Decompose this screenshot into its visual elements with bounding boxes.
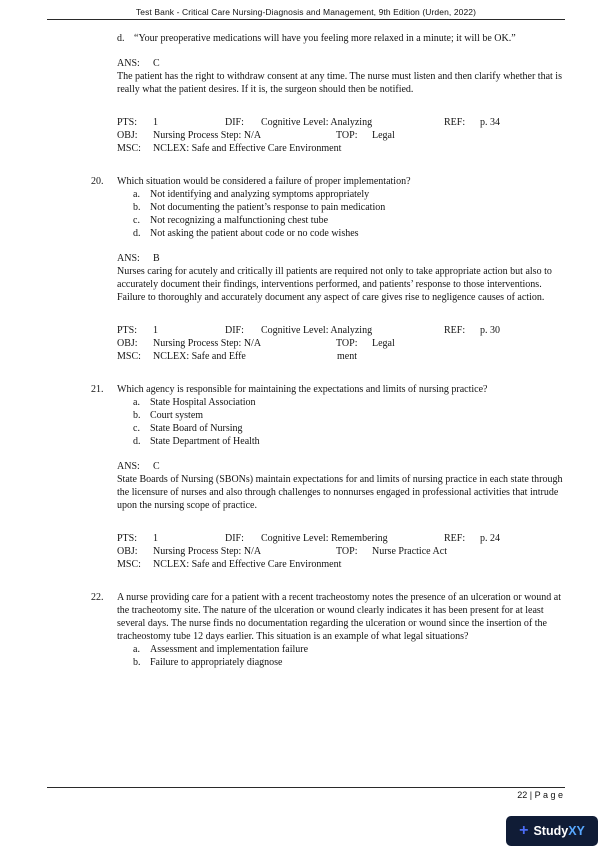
options-list	[117, 396, 564, 448]
obj-value: Nursing Process Step: N/A	[153, 546, 262, 557]
carryover-block	[117, 32, 564, 155]
pts-label: PTS:	[117, 117, 138, 128]
footer-divider	[47, 787, 565, 788]
logo-xy-text: XY	[568, 824, 585, 838]
options-list	[117, 188, 564, 240]
meta-row	[117, 350, 564, 363]
top-label: TOP:	[336, 338, 358, 349]
msc-label: MSC:	[117, 143, 141, 154]
option-text: Not identifying and analyzing symptoms appropriately	[150, 189, 370, 200]
ans-label: ANS:	[117, 461, 140, 472]
ans-value: B	[153, 253, 160, 264]
option-letter: c.	[133, 215, 140, 226]
answer-option	[133, 396, 564, 409]
answer-option	[133, 214, 564, 227]
rationale: Nurses caring for acutely and critically ill patients are required not only to take appropriate action but also to accurately document their findings, interventions performed, and patients’ response to those interventions. Failure to thoroughly and accurately document any aspect of care gives rise to negligence causes of action.	[117, 266, 552, 303]
question-block	[91, 591, 564, 669]
ref-value: p. 24	[480, 533, 500, 544]
answer-option	[133, 409, 564, 422]
ans-value: C	[153, 461, 160, 472]
answer-option	[133, 188, 564, 201]
pts-value: 1	[153, 533, 158, 544]
option-text: “Your preoperative medications will have you feeling more relaxed in a minute; it will be OK.”	[134, 33, 516, 44]
obj-value: Nursing Process Step: N/A	[153, 338, 262, 349]
page-content	[91, 32, 564, 669]
msc-value-truncated: NCLEX: Safe and Effe	[153, 351, 246, 362]
option-text: Not asking the patient about code or no code wishes	[150, 228, 359, 239]
option-letter: a.	[133, 644, 140, 655]
top-label: TOP:	[336, 546, 358, 557]
question-block	[91, 175, 564, 363]
ref-value: p. 34	[480, 117, 500, 128]
ans-label: ANS:	[117, 253, 140, 264]
meta-row	[117, 116, 564, 129]
option-letter: b.	[133, 410, 141, 421]
question-body	[117, 591, 564, 669]
meta-row	[117, 324, 564, 337]
pts-label: PTS:	[117, 533, 138, 544]
meta-block	[117, 324, 564, 363]
answer-option	[133, 643, 564, 656]
option-text: State Board of Nursing	[150, 423, 243, 434]
msc-label: MSC:	[117, 559, 141, 570]
answer-option	[133, 435, 564, 448]
question-body	[117, 175, 564, 363]
answer-line	[117, 57, 564, 70]
top-value: Legal	[372, 130, 395, 141]
meta-row	[117, 337, 564, 350]
option-letter: c.	[133, 423, 140, 434]
answer-line	[117, 460, 564, 473]
dif-value: Cognitive Level: Analyzing	[261, 117, 373, 128]
dif-label: DIF:	[225, 117, 244, 128]
question-number: 20.	[91, 176, 104, 187]
option-letter: d.	[133, 228, 141, 239]
top-label: TOP:	[336, 130, 358, 141]
meta-block	[117, 532, 564, 571]
obj-label: OBJ:	[117, 546, 138, 557]
obj-label: OBJ:	[117, 338, 138, 349]
ref-label: REF:	[444, 533, 466, 544]
option-letter: d.	[117, 33, 125, 44]
question-stem: Which situation would be considered a failure of proper implementation?	[117, 176, 411, 187]
option-letter: a.	[133, 189, 140, 200]
ref-label: REF:	[444, 325, 466, 336]
option-text: State Hospital Association	[150, 397, 256, 408]
answer-option	[117, 32, 564, 45]
obj-label: OBJ:	[117, 130, 138, 141]
option-text: Assessment and implementation failure	[150, 644, 309, 655]
question-stem: A nurse providing care for a patient with a recent tracheostomy notes the presence of an ulceration or wound at the tracheotomy site. The nature of the ulceration or wound clearly indicates it has been present for at least several days. The nurse finds no documentation regarding the ulceration or wound since the insertion of the tracheostomy tube 12 days earlier. This situation is an example of what legal situations?	[117, 592, 562, 642]
logo-wordmark	[533, 824, 584, 838]
answer-option	[133, 227, 564, 240]
rationale: State Boards of Nursing (SBONs) maintain expectations for and limits of nursing practice in each state through the licensure of nurses and also through challenges to nonnurses engaged in professional activities that intrude upon the nursing scope of practice.	[117, 474, 563, 511]
meta-row	[117, 558, 564, 571]
option-text: Failure to appropriately diagnose	[150, 657, 283, 668]
answer-line	[117, 252, 564, 265]
meta-block	[117, 116, 564, 155]
option-letter: a.	[133, 397, 140, 408]
top-value: Legal	[372, 338, 395, 349]
plus-icon: +	[519, 821, 529, 839]
option-letter: b.	[133, 657, 141, 668]
answer-option	[133, 422, 564, 435]
option-text: Not documenting the patient’s response to pain medication	[150, 202, 386, 213]
msc-value: NCLEX: Safe and Effective Care Environment	[153, 143, 342, 154]
question-stem: Which agency is responsible for maintaining the expectations and limits of nursing practice?	[117, 384, 488, 395]
meta-row	[117, 142, 564, 155]
studyxy-logo	[506, 816, 598, 846]
page-number: 22 | P a g e	[517, 790, 563, 800]
option-text: Court system	[150, 410, 204, 421]
question-number: 21.	[91, 384, 104, 395]
pts-value: 1	[153, 117, 158, 128]
question-body	[117, 383, 564, 571]
ref-label: REF:	[444, 117, 466, 128]
document-title: Test Bank - Critical Care Nursing-Diagnosis and Management, 9th Edition (Urden, 2022)	[135, 7, 477, 17]
pts-label: PTS:	[117, 325, 138, 336]
ref-value: p. 30	[480, 325, 500, 336]
dif-value: Cognitive Level: Analyzing	[261, 325, 373, 336]
option-text: Not recognizing a malfunctioning chest tube	[150, 215, 329, 226]
dif-label: DIF:	[225, 533, 244, 544]
obj-value: Nursing Process Step: N/A	[153, 130, 262, 141]
logo-study-text: Study	[533, 824, 569, 838]
option-text: State Department of Health	[150, 436, 260, 447]
meta-row	[117, 545, 564, 558]
option-letter: b.	[133, 202, 141, 213]
options-list	[117, 643, 564, 669]
answer-option	[133, 656, 564, 669]
ans-value: C	[153, 58, 160, 69]
page-header	[47, 0, 565, 20]
msc-value-fragment: ment	[337, 351, 357, 362]
msc-label: MSC:	[117, 351, 141, 362]
msc-value: NCLEX: Safe and Effective Care Environment	[153, 559, 342, 570]
pts-value: 1	[153, 325, 158, 336]
option-letter: d.	[133, 436, 141, 447]
dif-label: DIF:	[225, 325, 244, 336]
meta-row	[117, 532, 564, 545]
dif-value: Cognitive Level: Remembering	[261, 533, 388, 544]
question-block	[91, 383, 564, 571]
top-value: Nurse Practice Act	[372, 546, 447, 557]
rationale: The patient has the right to withdraw consent at any time. The nurse must listen and then clarify whether that is really what the patient desires. If it is, the surgeon should then be notified.	[117, 71, 562, 95]
meta-row	[117, 129, 564, 142]
ans-label: ANS:	[117, 58, 140, 69]
question-number: 22.	[91, 592, 104, 603]
answer-option	[133, 201, 564, 214]
